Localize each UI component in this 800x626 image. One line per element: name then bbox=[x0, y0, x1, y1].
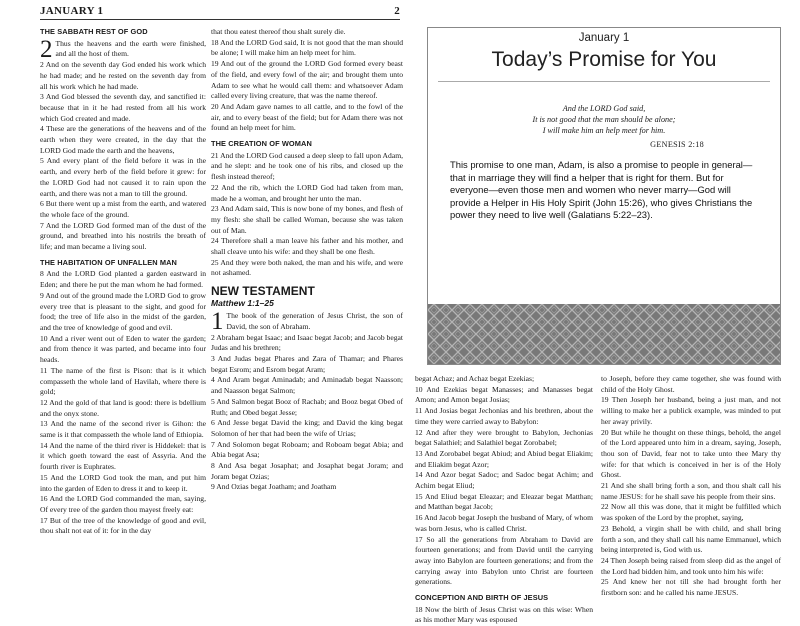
verse: 24 Therefore shall a man leave his father and his mother, and shall cleave unto his wife: and they shall be one flesh. bbox=[211, 236, 403, 257]
verse: 12 And the gold of that land is good: there is bdellium and the onyx stone. bbox=[40, 397, 206, 418]
verse: to Joseph, before they came together, she was found with child of the Holy Ghost. bbox=[601, 374, 781, 394]
verse: 16 And Jacob begat Joseph the husband of Mary, of whom was born Jesus, who is called Christ. bbox=[415, 513, 593, 533]
verse: begat Achaz; and Achaz begat Ezekias; bbox=[415, 374, 535, 383]
column-3 bbox=[415, 374, 593, 625]
verse: 24 Then Joseph being raised from sleep did as the angel of the Lord had bidden him, and took unto him his wife: bbox=[601, 555, 781, 576]
verse: 2 Thus the heavens and the earth were finished, and all the host of them. bbox=[40, 35, 206, 63]
verse: 6 But there went up a mist from the earth, and watered the whole face of the ground. bbox=[40, 199, 206, 219]
column-1 bbox=[40, 27, 206, 614]
verse: 3 And Judas begat Phares and Zara of Thamar; and Phares begat Esrom; and Esrom begat Aram; bbox=[211, 353, 403, 374]
verse: 7 And Solomon begat Roboam; and Roboam begat Abia; and Abia begat Asa; bbox=[211, 439, 403, 460]
verse: 11 The name of the first is Pison: that is it which compasseth the whole land of Havilah, where there is gold; bbox=[40, 365, 206, 397]
right-page bbox=[410, 0, 800, 625]
promise-title: Today’s Promise for You bbox=[491, 48, 717, 71]
verse: 22 Now all this was done, that it might be fulfilled which was spoken of the Lord by the prophet, saying, bbox=[601, 502, 781, 523]
verse: 14 And the name of the third river is Hiddekel: that is it which goeth toward the east of Assyria. And the fourth river is Euphrates. bbox=[40, 440, 206, 472]
verse: 13 And the name of the second river is Gihon: the same is it that compasseth the whole land of Ethiopia. bbox=[40, 419, 206, 440]
verse: 21 And she shall bring forth a son, and thou shalt call his name JESUS: for he shall save his people from their sins. bbox=[601, 481, 781, 501]
verse: 5 And Salmon begat Booz of Rachab; and Booz begat Obed of Ruth; and Obed begat Jesse; bbox=[211, 396, 403, 417]
verse: 4 And Aram begat Aminadab; and Aminadab begat Naasson; and Naasson begat Salmon; bbox=[211, 375, 403, 396]
verse: 12 And after they were brought to Babylon, Jechonias begat Salathiel; and Salathiel begat Zorobabel; bbox=[415, 427, 593, 448]
new-testament-heading: NEW TESTAMENT bbox=[211, 284, 315, 299]
verse: that thou eatest thereof thou shalt surely die. bbox=[211, 27, 346, 36]
lattice-pattern bbox=[428, 304, 780, 364]
verse: 6 And Jesse begat David the king; and David the king begat Solomon of her that had been the wife of Urias; bbox=[211, 418, 403, 438]
verse: 1 The book of the generation of Jesus Christ, the son of David, the son of Abraham. bbox=[211, 308, 403, 336]
section-heading: THE HABITATION OF UNFALLEN MAN bbox=[40, 257, 177, 267]
section-heading: THE SABBATH REST OF GOD bbox=[40, 27, 148, 36]
section-heading: THE CREATION OF WOMAN bbox=[211, 139, 312, 149]
column-4 bbox=[601, 374, 781, 614]
verse: 8 And Asa begat Josaphat; and Josaphat begat Joram; and Joram begat Ozias; bbox=[211, 461, 403, 481]
verse: 7 And the LORD God formed man of the dust of the ground, and breathed into his nostrils the breath of life; and man became a living soul. bbox=[40, 220, 206, 252]
page-number: 2 bbox=[394, 5, 400, 17]
chapter-number: 1 bbox=[211, 308, 224, 336]
quote-line: It is not good that the man should be alone; bbox=[532, 115, 676, 124]
verse: 10 And a river went out of Eden to water the garden; and from thence it was parted, and became into four heads. bbox=[40, 333, 206, 365]
verse: 19 And out of the ground the LORD God formed every beast of the field, and every fowl of the air; and brought them unto Adam to see what he would call them: and whatsoever Adam called every living creature, that was the name thereof. bbox=[211, 59, 403, 101]
verse: 2 And on the seventh day God ended his work which he had made; and he rested on the seventh day from all his work which he had made. bbox=[40, 60, 206, 91]
verse: 15 And Eliud begat Eleazar; and Eleazar begat Matthan; and Matthan begat Jacob; bbox=[415, 491, 593, 512]
quote-line: I will make him an help meet for him. bbox=[542, 126, 666, 135]
column-2 bbox=[211, 27, 403, 614]
header-title: JANUARY 1 bbox=[40, 5, 104, 17]
verse: 25 And knew her not till she had brought forth her firstborn son: and he called his name JESUS. bbox=[601, 577, 781, 598]
verse: 23 Behold, a virgin shall be with child, and shall bring forth a son, and they shall call his name Emmanuel, which being interpreted is, God with us. bbox=[601, 523, 781, 555]
verse: 17 But of the tree of the knowledge of good and evil, thou shalt not eat of it: for in the day bbox=[40, 515, 206, 536]
verse: 15 And the LORD God took the man, and put him into the garden of Eden to dress it and to keep it. bbox=[40, 472, 206, 493]
verse: 23 And Adam said, This is now bone of my bones, and flesh of my flesh: she shall be called Woman, because she was taken out of Man. bbox=[211, 204, 403, 235]
quote-line: And the LORD God said, bbox=[562, 104, 646, 113]
verse: 18 Now the birth of Jesus Christ was on this wise: When as his mother Mary was espoused bbox=[415, 604, 593, 625]
decorative-pattern-band bbox=[428, 304, 780, 364]
verse: 9 And out of the ground made the LORD God to grow every tree that is pleasant to the sight, and good for food; the tree of life also in the midst of the garden, and the tree of knowledge of good and evil. bbox=[40, 290, 206, 332]
promise-quote bbox=[428, 103, 780, 136]
verse: 13 And Zorobabel begat Abiud; and Abiud begat Eliakim; and Eliakim begat Azor; bbox=[415, 448, 593, 469]
quote-reference: GENESIS 2:18 bbox=[650, 140, 704, 149]
verse: 25 And they were both naked, the man and his wife, and were not ashamed. bbox=[211, 257, 403, 278]
scripture-reference: Matthew 1:1–25 bbox=[211, 298, 274, 309]
verse: 10 And Ezekias begat Manasses; and Manasses begat Amon; and Amon begat Josias; bbox=[415, 384, 593, 405]
verse: 16 And the LORD God commanded the man, saying, Of every tree of the garden thou mayest freely eat: bbox=[40, 494, 206, 514]
chapter-number: 2 bbox=[40, 35, 53, 63]
verse: 11 And Josias begat Jechonias and his brethren, about the time they were carried away to Babylon: bbox=[415, 406, 593, 426]
divider bbox=[438, 81, 770, 82]
verse: 17 So all the generations from Abraham to David are fourteen generations; and from David until the carrying away into Babylon are fourteen generations; and from the carrying away into Babylon unto Christ are fourteen generations. bbox=[415, 534, 593, 587]
verse: 14 And Azor begat Sadoc; and Sadoc begat Achim; and Achim begat Eliud; bbox=[415, 470, 593, 491]
promise-text: This promise to one man, Adam, is also a promise to people in general—that in marriage they will find a helper that is right for them. But for everyone—even those men and women who never marry—God will provide a Helper in His Holy Spirit (John 15:26), who gives Christians the power they need to live well (Galatians 5:22–23). bbox=[450, 159, 753, 220]
verse: 22 And the rib, which the LORD God had taken from man, made he a woman, and brought her unto the man. bbox=[211, 182, 403, 203]
verse: 3 And God blessed the seventh day, and sanctified it: because that in it he had rested from all his work which God created and made. bbox=[40, 92, 206, 123]
verse: 21 And the LORD God caused a deep sleep to fall upon Adam, and he slept: and he took one of his ribs, and closed up the flesh instead thereof; bbox=[211, 150, 403, 182]
verse: 20 But while he thought on these things, behold, the angel of the Lord appeared unto him in a dream, saying, Joseph, thou son of David, fear not to take unto thee Mary thy wife: for that which is conceived in her is of the Holy Ghost. bbox=[601, 427, 781, 480]
verse: 8 And the LORD God planted a garden eastward in Eden; and there he put the man whom he had formed. bbox=[40, 269, 206, 290]
verse: 9 And Ozias begat Joatham; and Joatham bbox=[211, 482, 337, 492]
verse: 20 And Adam gave names to all cattle, and to the fowl of the air, and to every beast of the field; but for Adam there was not found an help meet for him. bbox=[211, 101, 403, 133]
promise-date: January 1 bbox=[578, 32, 630, 44]
verse: 18 And the LORD God said, It is not good that the man should be alone; I will make him an help meet for him. bbox=[211, 37, 403, 58]
verse: 2 Abraham begat Isaac; and Isaac begat Jacob; and Jacob begat Judas and his brethren; bbox=[211, 332, 403, 353]
verse: 19 Then Joseph her husband, being a just man, and not willing to make her a publick example, was minded to put her away privily. bbox=[601, 395, 781, 426]
verse: 5 And every plant of the field before it was in the earth, and every herb of the field before it grew: for the LORD God had not caused it to rain upon the earth, and there was not a man to till the ground. bbox=[40, 156, 206, 198]
promise-box bbox=[427, 27, 781, 365]
section-heading: CONCEPTION AND BIRTH OF JESUS bbox=[415, 593, 549, 603]
running-header bbox=[40, 5, 400, 20]
verse: 4 These are the generations of the heavens and of the earth when they were created, in the day that the LORD God made the earth and the heavens, bbox=[40, 124, 206, 155]
